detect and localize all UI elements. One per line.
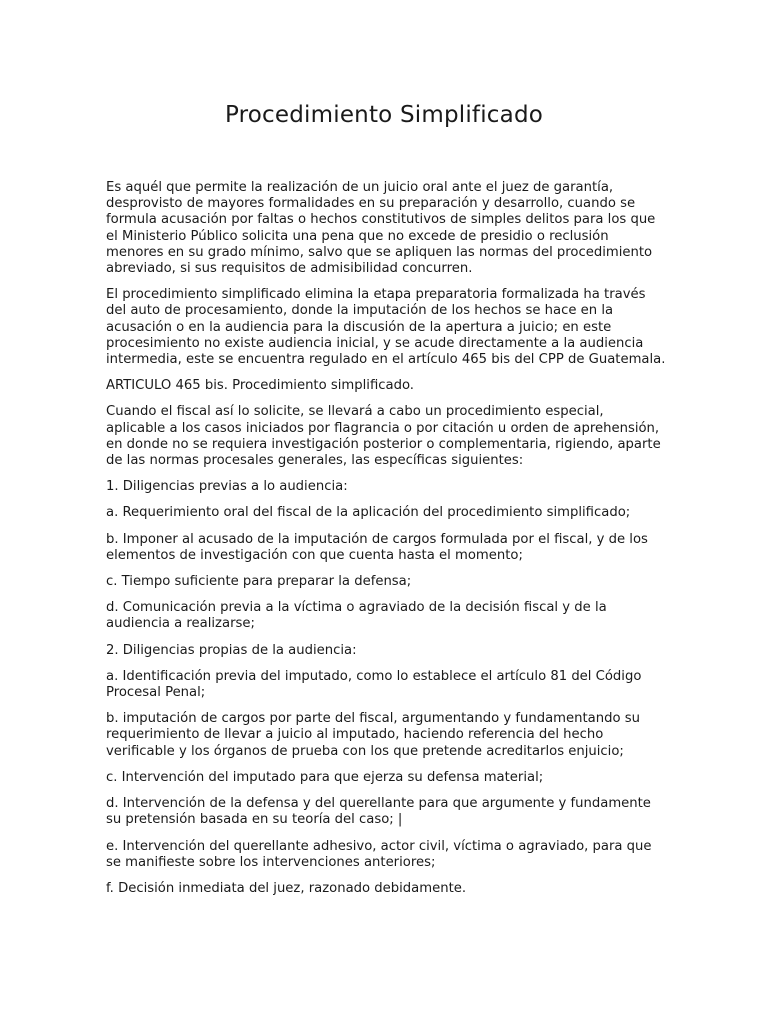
- list-item: f. Decisión inmediata del juez, razonado debidamente.: [106, 880, 467, 896]
- list-item: c. Tiempo suficiente para preparar la defensa;: [106, 574, 412, 590]
- section-heading-previas: 1. Diligencias previas a lo audiencia:: [106, 479, 348, 495]
- article-heading: ARTICULO 465 bis. Procedimiento simplificado.: [106, 378, 414, 394]
- paragraph-definition: Es aquél que permite la realización de un juicio oral ante el juez de garantía, desprovisto de mayores formalidades en su preparación y desarrollo, cuando se formula acusación por faltas o hechos constitutivos de simples delitos para los que el Ministerio Público solicita una pena que no excede de presidio o reclusión menores en su grado mínimo, salvo que se apliquen las normas del procedimiento abreviado, si sus requisitos de admisibilidad concurren.: [106, 180, 656, 277]
- paragraph-description: El procedimiento simplificado elimina la etapa preparatoria formalizada ha través del auto de procesamiento, donde la imputación de los hechos se hace en la acusación o en la audiencia para la discusión de la apertura a juicio; en este procesimiento no existe audiencia inicial, y se acude directamente a la audiencia intermedia, este se encuentra regulado en el artículo 465 bis del CPP de Guatemala.: [106, 287, 666, 368]
- list-item: a. Identificación previa del imputado, como lo establece el artículo 81 del Código Procesal Penal;: [106, 668, 642, 701]
- page-title: Procedimiento Simplificado: [224, 102, 544, 128]
- list-item: e. Intervención del querellante adhesivo, actor civil, víctima o agraviado, para que se manifieste sobre los intervenciones anteriores;: [106, 838, 652, 870]
- list-item: a. Requerimiento oral del fiscal de la aplicación del procedimiento simplificado;: [106, 505, 631, 521]
- document-body: [106, 180, 666, 907]
- list-item: c. Intervención del imputado para que ejerza su defensa material;: [106, 769, 544, 785]
- paragraph-article-intro: Cuando el fiscal así lo solicite, se llevará a cabo un procedimiento especial, aplicable a los casos iniciados por flagrancia o por citación u orden de aprehensión, en donde no se requiera investigación posterior o complementaria, rigiendo, aparte de las normas procesales generales, las específicas siguientes:: [106, 404, 661, 469]
- list-item: d. Comunicación previa a la víctima o agraviado de la decisión fiscal y de la audiencia a realizarse;: [106, 600, 607, 632]
- list-item: d. Intervención de la defensa y del querellante para que argumente y fundamente su pretensión basada en su teoría del caso; |: [106, 796, 651, 828]
- list-item: b. imputación de cargos por parte del fiscal, argumentando y fundamentando su requerimiento de llevar a juicio al imputado, haciendo referencia del hecho verificable y los órganos de prueba con los que pretende acreditarlos enjuicio;: [106, 711, 640, 759]
- section-heading-audiencia: 2. Diligencias propias de la audiencia:: [106, 642, 357, 658]
- list-item: b. Imponer al acusado de la imputación de cargos formulada por el fiscal, y de los elementos de investigación con que cuenta hasta el momento;: [106, 531, 648, 563]
